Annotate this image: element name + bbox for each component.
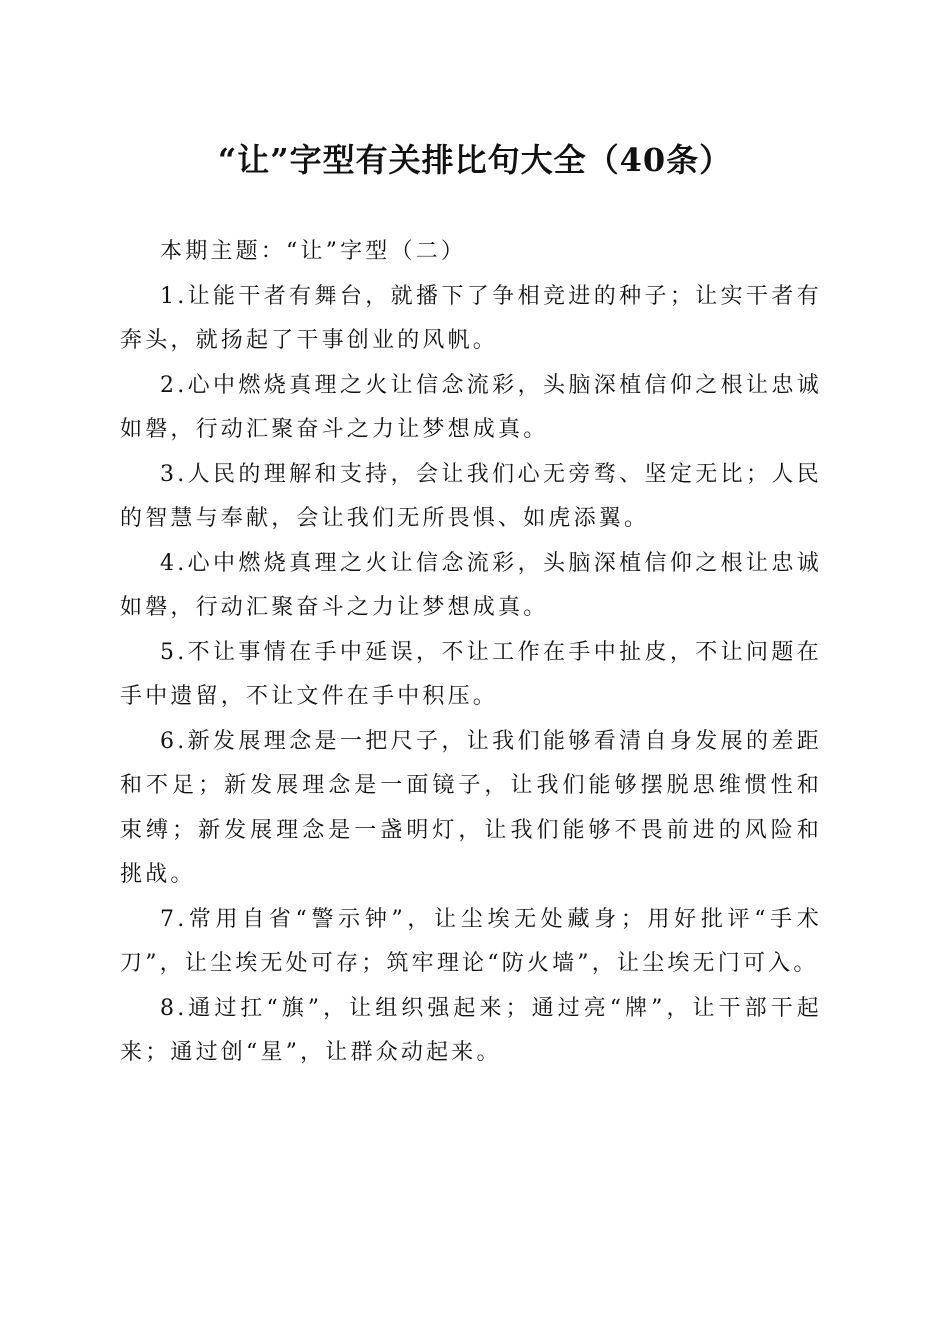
document-title: “让”字型有关排比句大全（40条） — [217, 141, 733, 179]
subtitle-paragraph: 本期主题：“让”字型（二） — [160, 239, 467, 264]
list-item: 2.心中燃烧真理之火让信念流彩，头脑深植信仰之根让忠诚如磐，行动汇聚奋斗之力让梦想成真。 — [120, 372, 822, 442]
list-item: 8.通过扛“旗”，让组织强起来；通过亮“牌”，让干部干起来；通过创“星”，让群众动起来。 — [120, 995, 822, 1065]
list-item: 7.常用自省“警示钟”，让尘埃无处藏身；用好批评“手术刀”，让尘埃无处可存；筑牢理论“防火墙”，让尘埃无门可入。 — [120, 906, 822, 976]
document-body — [120, 230, 822, 1076]
list-item: 3.人民的理解和支持，会让我们心无旁骛、坚定无比；人民的智慧与奉献，会让我们无所畏惧、如虎添翼。 — [120, 461, 822, 531]
list-item: 4.心中燃烧真理之火让信念流彩，头脑深植信仰之根让忠诚如磐，行动汇聚奋斗之力让梦想成真。 — [120, 550, 822, 620]
list-item: 1.让能干者有舞台，就播下了争相竞进的种子；让实干者有奔头，就扬起了干事创业的风帆。 — [120, 283, 822, 353]
list-item: 5.不让事情在手中延误，不让工作在手中扯皮，不让问题在手中遗留，不让文件在手中积压。 — [120, 639, 822, 709]
list-item: 6.新发展理念是一把尺子，让我们能够看清自身发展的差距和不足；新发展理念是一面镜子，让我们能够摆脱思维惯性和束缚；新发展理念是一盏明灯，让我们能够不畏前进的风险和挑战。 — [120, 728, 822, 887]
